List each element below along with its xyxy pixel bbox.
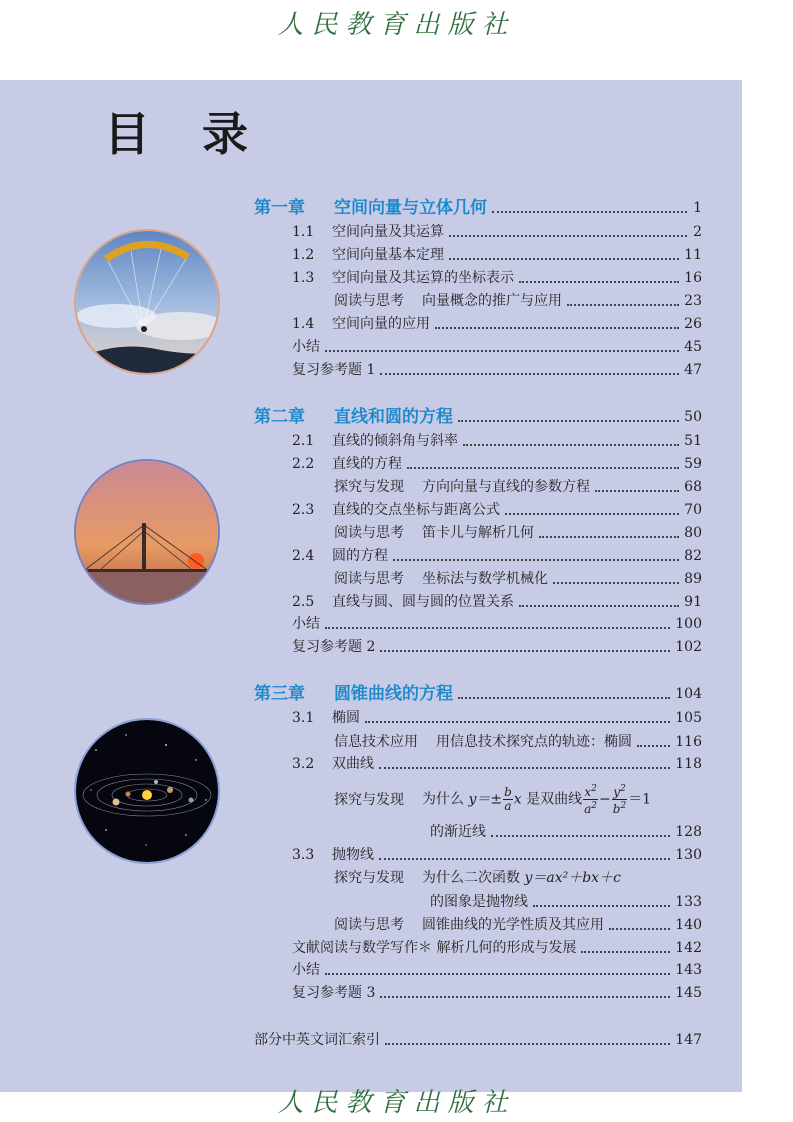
toc-page-number: 80: [684, 525, 702, 541]
toc-page-number: 59: [684, 456, 702, 472]
toc-entry-e3b[interactable]: [430, 892, 702, 912]
toc-entry-label: 的渐近线: [430, 824, 486, 840]
fraction-numerator: b: [504, 785, 512, 799]
toc-entry-title: [292, 637, 375, 657]
toc-entry-title: [292, 360, 375, 380]
toc-entry-label: 为什么: [422, 791, 464, 808]
publisher-watermark-top: 人民教育出版社: [277, 10, 516, 40]
dot-leader: [380, 373, 679, 375]
dot-leader: [449, 235, 687, 237]
toc-entry-c1[interactable]: [254, 198, 702, 218]
toc-entry-title: [334, 732, 632, 752]
toc-page-number: 26: [684, 316, 702, 332]
toc-page-number: 91: [684, 594, 702, 610]
toc-page-number: 11: [684, 247, 702, 263]
toc-entry-title: [292, 500, 500, 520]
toc-page-number: 50: [684, 409, 702, 425]
dot-leader: [491, 835, 670, 837]
dot-leader: [463, 444, 679, 446]
dot-leader: [553, 582, 679, 584]
toc-entry-title: [254, 1030, 380, 1050]
toc-entry-number: 2.4: [292, 548, 315, 564]
toc-entry-title: [292, 268, 514, 288]
toc-entry-label: 空间向量及其运算: [332, 224, 444, 240]
toc-entry-tag: 探究与发现: [334, 479, 404, 495]
toc-entry-s13[interactable]: [292, 268, 702, 288]
toc-entry-tag: 信息技术应用: [334, 734, 418, 750]
toc-entry-s33[interactable]: [292, 845, 702, 865]
toc-entry-r3[interactable]: [334, 569, 702, 589]
toc-entry-number: 2.1: [292, 433, 315, 449]
dot-leader: [449, 258, 679, 260]
toc-page-number: 105: [675, 710, 702, 726]
toc-entry-label: 用信息技术探究点的轨迹：椭圆: [436, 734, 632, 750]
toc-entry-gl[interactable]: [254, 1030, 702, 1050]
dot-leader: [533, 905, 670, 907]
toc-entry-tag: 阅读与思考: [334, 293, 404, 309]
dot-leader: [435, 327, 679, 329]
toc-entry-title: [430, 892, 528, 912]
toc-entry-title: [292, 454, 402, 474]
toc-entry-title: [430, 822, 486, 842]
toc-entry-label: 双曲线: [332, 756, 374, 772]
toc-entry-s24[interactable]: [292, 546, 702, 566]
toc-page-number: 47: [684, 362, 702, 378]
toc-entry-title: [334, 569, 548, 589]
toc-entry-s25[interactable]: [292, 592, 702, 612]
dot-leader: [385, 1043, 670, 1045]
toc-entry-r2[interactable]: [334, 523, 702, 543]
toc-page-number: 45: [684, 339, 702, 355]
toc-entry-sum2[interactable]: [292, 614, 702, 634]
dot-leader: [581, 951, 670, 953]
toc-entry-title: [334, 291, 562, 311]
toc-entry-label: 小结: [292, 962, 320, 978]
toc-entry-title: [292, 960, 320, 980]
toc-entry-title: [334, 915, 604, 935]
publisher-watermark-bottom: 人民教育出版社: [277, 1088, 516, 1118]
toc-entry-title: [292, 222, 444, 242]
toc-entry-label: 为什么二次函数: [422, 870, 520, 886]
toc-entry-label: 空间向量基本定理: [332, 247, 444, 263]
bridge-sunset-photo: [74, 459, 220, 605]
toc-entry-label: 向量概念的推广与应用: [422, 293, 562, 309]
toc-entry-label: 空间向量的应用: [332, 316, 430, 332]
toc-entry-tag: 探究与发现: [334, 791, 404, 808]
toc-page-number: 116: [675, 734, 702, 750]
toc-entry-label: 空间向量及其运算的坐标表示: [332, 270, 514, 286]
equation-tail: ＝1: [628, 791, 652, 808]
toc-page-number: 82: [684, 548, 702, 564]
toc-page-number: 133: [675, 894, 702, 910]
dot-leader: [407, 467, 679, 469]
toc-entry-title: [292, 754, 374, 774]
toc-entry-s22[interactable]: [292, 454, 702, 474]
toc-entry-title: [292, 938, 576, 958]
toc-entry-sum1[interactable]: [292, 337, 702, 357]
dot-leader: [637, 745, 670, 747]
toc-entry-label: 方向向量与直线的参数方程: [422, 479, 590, 495]
toc-page-number: 51: [684, 433, 702, 449]
toc-entry-rev3[interactable]: [292, 983, 702, 1003]
fraction-denominator: a: [504, 799, 512, 813]
dot-leader: [325, 350, 679, 352]
toc-entry-number: 3.3: [292, 847, 315, 863]
toc-entry-e2b[interactable]: [430, 822, 702, 842]
toc-page-number: 16: [684, 270, 702, 286]
toc-entry-label: 椭圆: [332, 710, 360, 726]
dot-leader: [380, 996, 670, 998]
toc-entry-label: 直线的方程: [332, 456, 402, 472]
dot-leader: [567, 304, 679, 306]
toc-entry-label: 坐标法与数学机械化: [422, 571, 548, 587]
toc-entry-label: 圆锥曲线的光学性质及其应用: [422, 917, 604, 933]
toc-entry-label: 复习参考题 3: [292, 985, 376, 1001]
toc-entry-s32[interactable]: [292, 754, 702, 774]
toc-page-number: 142: [675, 940, 702, 956]
toc-entry-title: [292, 546, 388, 566]
toc-entry-title: [334, 523, 534, 543]
toc-entry-title: [292, 337, 320, 357]
toc-entry-number: 3.1: [292, 710, 315, 726]
toc-entry-label: 笛卡儿与解析几何: [422, 525, 534, 541]
toc-entry-label: 文献阅读与数学写作＊ 解析几何的形成与发展: [292, 940, 577, 956]
toc-entry-label: 复习参考题 1: [292, 362, 376, 378]
equation-part: y＝±: [468, 791, 503, 808]
toc-entry-label: 的图象是抛物线: [430, 894, 528, 910]
fraction-b-over-a: [503, 786, 513, 813]
toc-entry-number: 1.2: [292, 247, 315, 263]
toc-entry-title: [334, 868, 621, 888]
equation: y＝ax²＋bx＋c: [524, 870, 621, 886]
toc-entry-title: [254, 407, 453, 427]
toc-entry-s23[interactable]: [292, 500, 702, 520]
toc-entry-c2[interactable]: [254, 407, 702, 427]
toc-entry-title: [292, 845, 374, 865]
toc-entry-s14[interactable]: [292, 314, 702, 334]
dot-leader: [505, 513, 679, 515]
dot-leader: [379, 767, 670, 769]
toc-entry-s11[interactable]: [292, 222, 702, 242]
toc-entry-label: 直线和圆的方程: [334, 407, 453, 427]
toc-entry-s21[interactable]: [292, 431, 702, 451]
solar-system-photo: [74, 718, 220, 864]
toc-entry-title: [292, 614, 320, 634]
dot-leader: [492, 211, 687, 213]
dot-leader: [595, 490, 679, 492]
toc-page-number: 143: [675, 962, 702, 978]
dot-leader: [325, 973, 670, 975]
toc-entry-label: 空间向量与立体几何: [334, 198, 487, 218]
dot-leader: [393, 559, 679, 561]
toc-entry-title: [292, 245, 444, 265]
dot-leader: [519, 281, 679, 283]
toc-entry-label: 复习参考题 2: [292, 639, 376, 655]
toc-entry-label: 部分中英文词汇索引: [254, 1032, 380, 1048]
toc-entry-label-2: 是双曲线: [526, 791, 583, 808]
dot-leader: [379, 858, 670, 860]
toc-entry-number: 2.2: [292, 456, 315, 472]
toc-entry-number: 第二章: [254, 407, 305, 427]
toc-entry-title: [292, 431, 458, 451]
dot-leader: [609, 928, 670, 930]
toc-page-number: 147: [675, 1032, 702, 1048]
toc-page-number: 100: [675, 616, 702, 632]
toc-entry-label: 圆的方程: [332, 548, 388, 564]
toc-entry-label: 抛物线: [332, 847, 374, 863]
toc-entry-tag: 探究与发现: [334, 870, 404, 886]
toc-entry-s12[interactable]: [292, 245, 702, 265]
toc-entry-number: 2.3: [292, 502, 315, 518]
toc-page-number: 1: [693, 200, 702, 216]
toc-page-number: 23: [684, 293, 702, 309]
equation-part: x: [513, 791, 522, 808]
toc-page-number: 104: [675, 686, 702, 702]
toc-entry-number: 第一章: [254, 198, 305, 218]
toc-entry-e3[interactable]: [334, 868, 702, 888]
toc-entry-r1[interactable]: [334, 291, 702, 311]
toc-entry-title: [292, 708, 360, 728]
toc-entry-label: 直线的倾斜角与斜率: [332, 433, 458, 449]
toc-entry-number: 1.4: [292, 316, 315, 332]
toc-page-number: 2: [693, 224, 702, 240]
toc-page-number: 102: [675, 639, 702, 655]
toc-entry-tag: 阅读与思考: [334, 917, 404, 933]
toc-entry-rev2[interactable]: [292, 637, 702, 657]
toc-page-number: 70: [684, 502, 702, 518]
toc-entry-label: 直线的交点坐标与距离公式: [332, 502, 500, 518]
toc-entry-number: 3.2: [292, 756, 315, 772]
toc-entry-title: [292, 592, 514, 612]
toc-page-number: 145: [675, 985, 702, 1001]
toc-entry-sum3[interactable]: [292, 960, 702, 980]
toc-entry-number: 第三章: [254, 684, 305, 704]
toc-entry-number: 2.5: [292, 594, 315, 610]
toc-page-number: 128: [675, 824, 702, 840]
toc-entry-e1[interactable]: [334, 477, 702, 497]
toc-entry-r4[interactable]: [334, 915, 702, 935]
dot-leader: [539, 536, 679, 538]
toc-entry-title: [292, 983, 375, 1003]
dot-leader: [458, 420, 679, 422]
toc-entry-tag: 阅读与思考: [334, 525, 404, 541]
toc-entry-i1[interactable]: [334, 732, 702, 752]
toc-entry-title: [334, 477, 590, 497]
toc-page-number: 130: [675, 847, 702, 863]
toc-entry-label: 小结: [292, 339, 320, 355]
toc-entry-number: 1.3: [292, 270, 315, 286]
dot-leader: [458, 697, 670, 699]
dot-leader: [365, 721, 670, 723]
toc-entry-tag: 阅读与思考: [334, 571, 404, 587]
dot-leader: [380, 650, 670, 652]
toc-entry-title: 探究与发现 为什么 y＝± $\frac{b}{a}$ x 是双曲线 $\frac{x^2}{a^2}$ − $\frac{y^2}{b^2}$ ＝1: [334, 784, 652, 816]
toc-page-number: 118: [675, 756, 702, 772]
toc-entry-title: [254, 198, 487, 218]
toc-entry-label: 小结: [292, 616, 320, 632]
dot-leader: [325, 627, 670, 629]
toc-entry-label: 圆锥曲线的方程: [334, 684, 453, 704]
toc-page-number: 89: [684, 571, 702, 587]
paraglider-photo: [74, 229, 220, 375]
fraction-x2-over-a2: $\frac{x^2}{a^2}$: [584, 784, 598, 816]
toc-entry-number: 1.1: [292, 224, 315, 240]
fraction-y2-over-b2: $\frac{y^2}{b^2}$: [612, 784, 627, 816]
toc-page-number: 68: [684, 479, 702, 495]
toc-entry-s31[interactable]: [292, 708, 702, 728]
toc-entry-title: [254, 684, 453, 704]
page-title: 目 录: [104, 107, 267, 161]
toc-entry-label: 直线与圆、圆与圆的位置关系: [332, 594, 514, 610]
toc-entry-title: [292, 314, 430, 334]
toc-entry-c3[interactable]: [254, 684, 702, 704]
toc-entry-w1[interactable]: [292, 938, 702, 958]
toc-page-number: 140: [675, 917, 702, 933]
dot-leader: [519, 605, 679, 607]
toc-entry-e2[interactable]: [334, 784, 702, 816]
toc-entry-rev1[interactable]: [292, 360, 702, 380]
